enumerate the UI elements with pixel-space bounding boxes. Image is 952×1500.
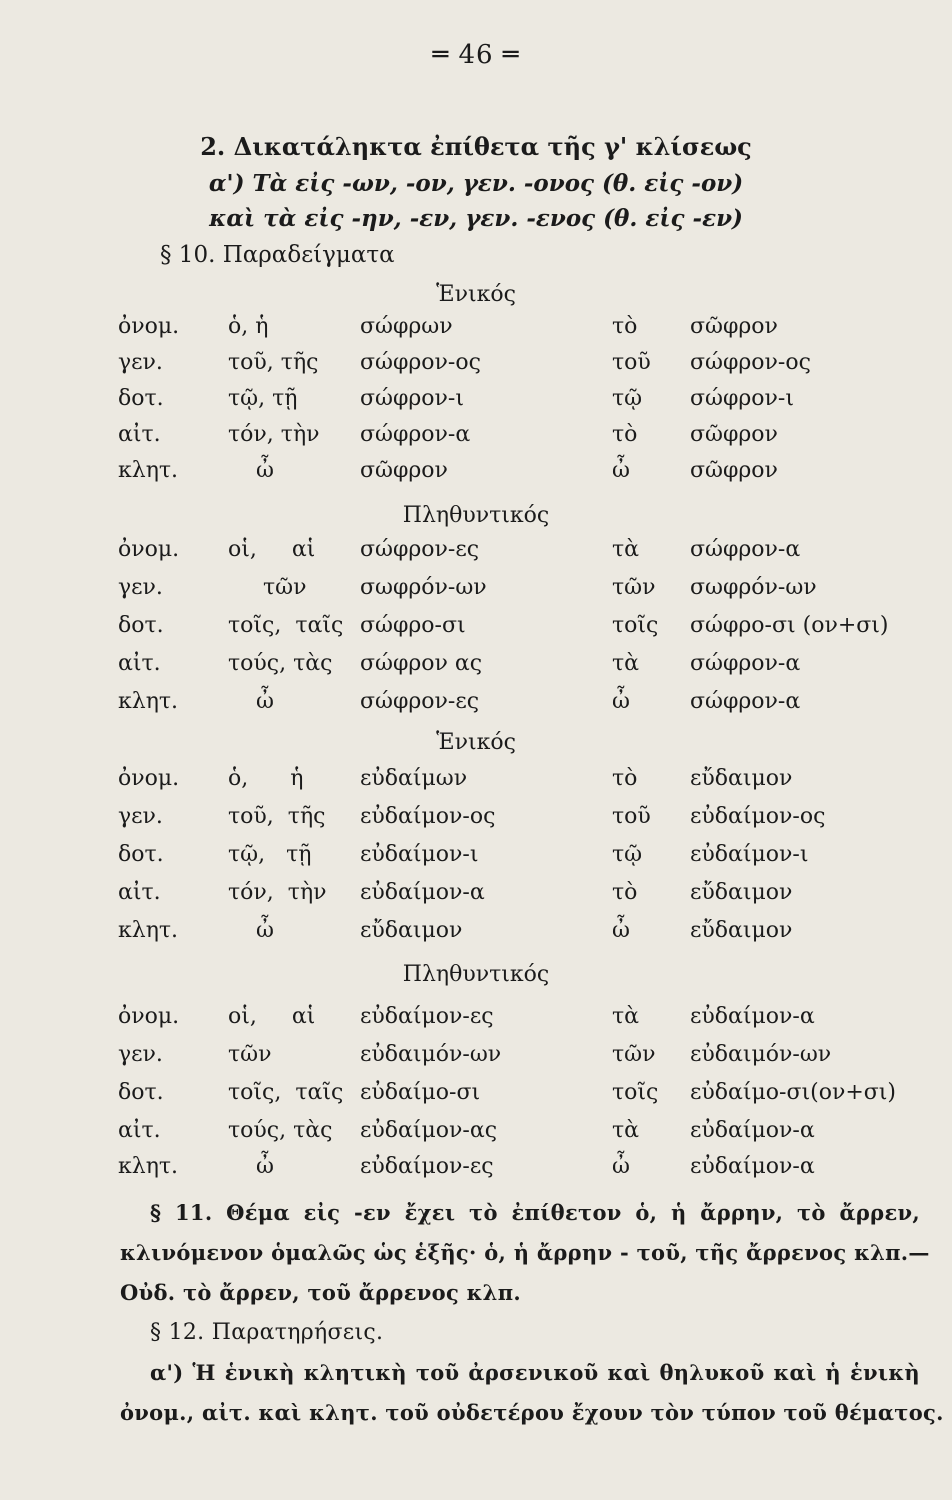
table-row [0, 350, 952, 386]
masc-fem-form: σώφρον-ος [360, 350, 481, 375]
table-row [0, 458, 952, 494]
table-row [0, 1118, 952, 1154]
article: τοῖς, ταῖς [228, 1080, 344, 1105]
table-row [0, 386, 952, 422]
subtitle-line-1: α') Τὰ εἰς -ων, -ον, γεν. -ονος (θ. εἰς -ον) [208, 170, 744, 197]
case-label: κλητ. [118, 689, 179, 714]
case-label: δοτ. [118, 386, 164, 411]
article: τόν, τὴν [228, 422, 320, 447]
article: τῶν [228, 1042, 272, 1067]
case-label: δοτ. [118, 1080, 164, 1105]
neuter-form: σωφρόν-ων [690, 575, 817, 600]
section-12-line-1: α') Ἡ ἑνικὴ κλητικὴ τοῦ ἀρσενικοῦ καὶ θηλυκοῦ καὶ ἡ ἑνικὴ [150, 1360, 920, 1385]
masc-fem-form: σώφρον-ες [360, 689, 480, 714]
neuter-article: τῶν [612, 1042, 656, 1067]
case-label: αἰτ. [118, 422, 161, 447]
neuter-form: εὔδαιμον [690, 880, 793, 905]
table-row [0, 918, 952, 954]
masc-fem-form: εὔδαιμον [360, 918, 463, 943]
masc-fem-form: σῶφρον [360, 458, 448, 483]
masc-fem-form: σώφρον-α [360, 422, 471, 447]
article: ὦ [228, 918, 274, 943]
masc-fem-form: σώφρων [360, 314, 453, 339]
table-row [0, 842, 952, 878]
case-label: κλητ. [118, 458, 179, 483]
masc-fem-form: εὐδαίμον-ας [360, 1118, 498, 1143]
neuter-form: εὐδαίμο-σι(ον+σι) [690, 1080, 896, 1105]
article: τούς, τὰς [228, 1118, 333, 1143]
neuter-article: τὰ [612, 1118, 640, 1143]
table-row [0, 1042, 952, 1078]
table-row [0, 651, 952, 687]
neuter-form: σώφρον-ος [690, 350, 811, 375]
article: τοῦ, τῆς [228, 350, 319, 375]
section-11-line-3: Οὐδ. τὸ ἄρρεν, τοῦ ἄρρενος κλπ. [120, 1280, 521, 1305]
section-10-label: § 10. Παραδείγματα [160, 242, 395, 268]
table-row [0, 537, 952, 573]
masc-fem-form: σωφρόν-ων [360, 575, 487, 600]
neuter-article: τοῦ [612, 350, 651, 375]
neuter-form: εὐδαίμον-α [690, 1118, 815, 1143]
neuter-form: σῶφρον [690, 458, 778, 483]
masc-fem-form: σώφρον ας [360, 651, 483, 676]
neuter-article: ὦ [612, 689, 630, 714]
neuter-article: τῶν [612, 575, 656, 600]
table-row [0, 422, 952, 458]
neuter-article: ὦ [612, 918, 630, 943]
table-row [0, 689, 952, 725]
case-label: ὀνομ. [118, 1004, 180, 1029]
subtitle-line-2: καὶ τὰ εἰς -ην, -εν, γεν. -ενος (θ. εἰς -εν) [209, 205, 743, 232]
masc-fem-form: σώφρον-ες [360, 537, 480, 562]
neuter-article: τὰ [612, 537, 640, 562]
article: ὦ [228, 458, 274, 483]
masc-fem-form: σώφρο-σι [360, 613, 466, 638]
neuter-article: τὰ [612, 1004, 640, 1029]
article: οἱ, αἱ [228, 537, 316, 562]
table-row [0, 1154, 952, 1190]
neuter-article: τὸ [612, 880, 638, 905]
page-number: ═ 46 ═ [432, 40, 520, 70]
neuter-article: τοῖς [612, 1080, 659, 1105]
neuter-form: εὔδαιμον [690, 766, 793, 791]
case-label: γεν. [118, 1042, 163, 1067]
case-label: δοτ. [118, 613, 164, 638]
neuter-article: τοῦ [612, 804, 651, 829]
table-row [0, 1004, 952, 1040]
neuter-form: εὐδαίμον-ος [690, 804, 826, 829]
masc-fem-form: σώφρον-ι [360, 386, 464, 411]
masc-fem-form: εὐδαίμον-ος [360, 804, 496, 829]
article: ὦ [228, 1154, 274, 1179]
chapter-title: 2. Δικατάληκτα ἐπίθετα τῆς γ' κλίσεως [200, 132, 752, 161]
article: τόν, τὴν [228, 880, 327, 905]
table-row [0, 613, 952, 649]
case-label: αἰτ. [118, 880, 161, 905]
case-label: ὀνομ. [118, 314, 180, 339]
masc-fem-form: εὐδαίμο-σι [360, 1080, 481, 1105]
case-label: αἰτ. [118, 1118, 161, 1143]
article: τοῖς, ταῖς [228, 613, 344, 638]
neuter-article: τοῖς [612, 613, 659, 638]
neuter-form: εὐδαιμόν-ων [690, 1042, 832, 1067]
neuter-article: τὸ [612, 314, 638, 339]
table-row [0, 880, 952, 916]
neuter-article: τὰ [612, 651, 640, 676]
article: τοῦ, τῆς [228, 804, 326, 829]
article: ὁ, ἡ [228, 314, 269, 339]
table-row [0, 314, 952, 350]
article: οἱ, αἱ [228, 1004, 316, 1029]
section-11-line-2: κλινόμενον ὁμαλῶς ὡς ἑξῆς· ὁ, ἡ ἄρρην - τοῦ, τῆς ἄρρενος κλπ.— [120, 1240, 930, 1265]
neuter-article: τὸ [612, 766, 638, 791]
masc-fem-form: εὐδαίμον-ες [360, 1154, 494, 1179]
table-row [0, 804, 952, 840]
case-label: γεν. [118, 350, 163, 375]
case-label: ὀνομ. [118, 766, 180, 791]
case-label: γεν. [118, 804, 163, 829]
article: ὦ [228, 689, 274, 714]
table-row [0, 766, 952, 802]
neuter-form: σώφρον-α [690, 537, 801, 562]
neuter-form: εὐδαίμον-α [690, 1154, 815, 1179]
article: τῷ, τῇ [228, 842, 312, 867]
case-label: κλητ. [118, 1154, 179, 1179]
neuter-article: ὦ [612, 458, 630, 483]
article: τῷ, τῇ [228, 386, 298, 411]
section-12-line-2: ὀνομ., αἰτ. καὶ κλητ. τοῦ οὐδετέρου ἔχουν τὸν τύπον τοῦ θέματος. [120, 1400, 944, 1425]
case-label: δοτ. [118, 842, 164, 867]
masc-fem-form: εὐδαίμον-ες [360, 1004, 494, 1029]
neuter-form: σώφρον-α [690, 651, 801, 676]
masc-fem-form: εὐδαίμον-α [360, 880, 485, 905]
table-row [0, 575, 952, 611]
neuter-form: εὔδαιμον [690, 918, 793, 943]
masc-fem-form: εὐδαιμόν-ων [360, 1042, 502, 1067]
neuter-form: σῶφρον [690, 422, 778, 447]
article: ὁ, ἡ [228, 766, 304, 791]
case-label: κλητ. [118, 918, 179, 943]
section-12-label: § 12. Παρατηρήσεις. [150, 1320, 384, 1345]
neuter-article: τῷ [612, 386, 643, 411]
number-heading-singular-1: Ἑνικός [436, 282, 516, 307]
masc-fem-form: εὐδαίμων [360, 766, 468, 791]
number-heading-plural-1: Πληθυντικός [402, 503, 550, 528]
case-label: ὀνομ. [118, 537, 180, 562]
neuter-form: σώφρο-σι (ον+σι) [690, 613, 889, 638]
neuter-article: ὦ [612, 1154, 630, 1179]
article: τῶν [228, 575, 307, 600]
case-label: γεν. [118, 575, 163, 600]
table-row [0, 1080, 952, 1116]
article: τούς, τὰς [228, 651, 333, 676]
neuter-form: εὐδαίμον-ι [690, 842, 809, 867]
neuter-article: τὸ [612, 422, 638, 447]
neuter-form: εὐδαίμον-α [690, 1004, 815, 1029]
number-heading-singular-2: Ἑνικός [436, 730, 516, 755]
case-label: αἰτ. [118, 651, 161, 676]
number-heading-plural-2: Πληθυντικός [402, 962, 550, 987]
section-11-line-1: § 11. Θέμα εἰς -εν ἔχει τὸ ἐπίθετον ὁ, ἡ ἄρρην, τὸ ἄρρεν, [150, 1200, 920, 1225]
neuter-form: σώφρον-α [690, 689, 801, 714]
neuter-article: τῷ [612, 842, 643, 867]
neuter-form: σώφρον-ι [690, 386, 794, 411]
masc-fem-form: εὐδαίμον-ι [360, 842, 479, 867]
neuter-form: σῶφρον [690, 314, 778, 339]
